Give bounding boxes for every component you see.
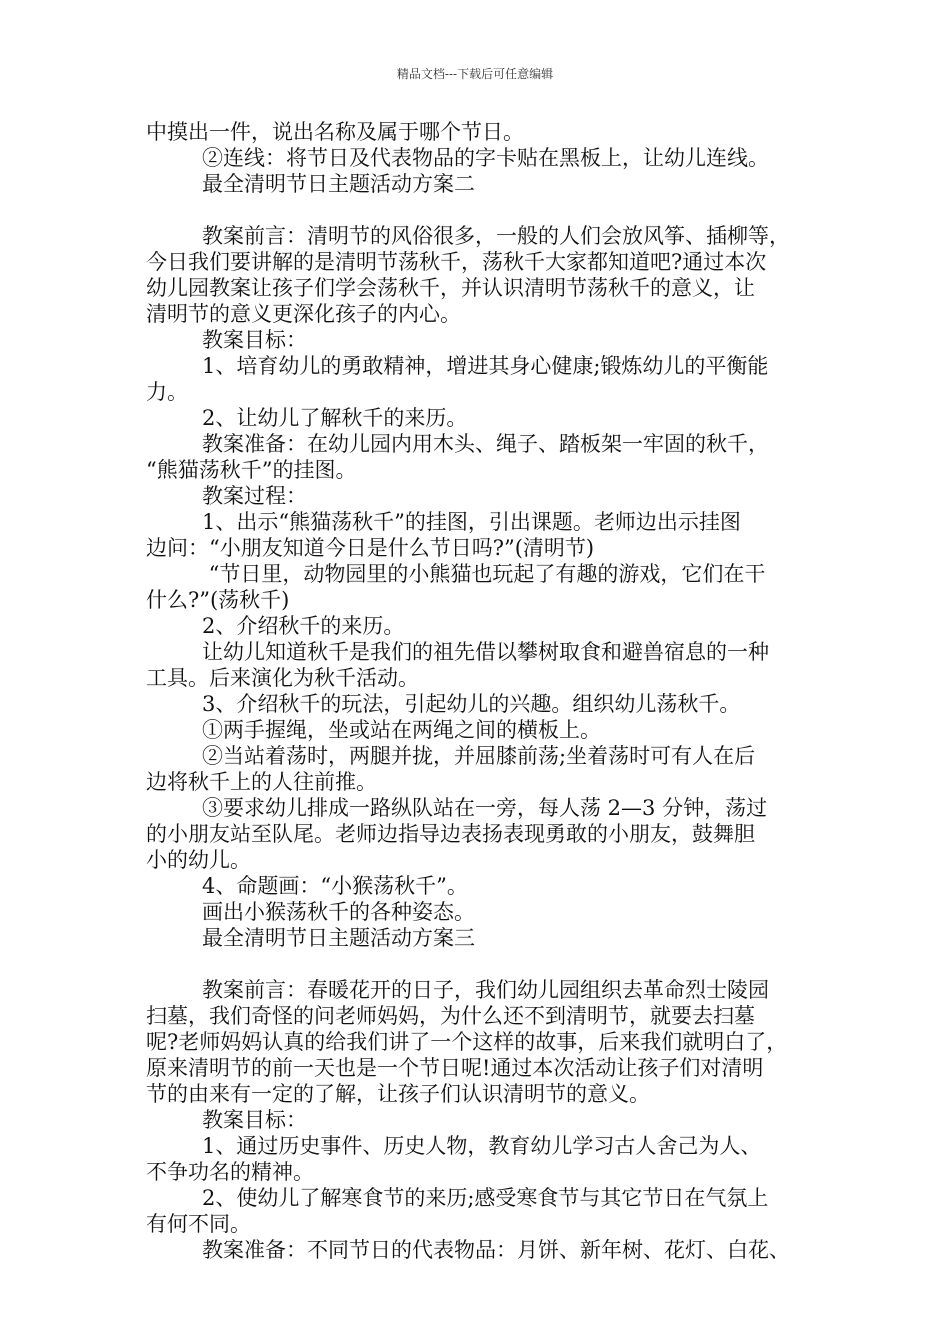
text-line: 教案目标： [202, 328, 307, 352]
text-line: 什么?”(荡秋千) [146, 588, 290, 612]
text-line: 画出小猴荡秋千的各种姿态。 [202, 900, 475, 924]
text-line: 教案准备：在幼儿园内用木头、绳子、踏板架一牢固的秋千， [202, 432, 769, 456]
text-line: 清明节的意义更深化孩子的内心。 [146, 302, 461, 326]
text-line: 让幼儿知道秋千是我们的祖先借以攀树取食和避兽宿息的一种 [202, 640, 769, 664]
text-line: 工具。后来演化为秋千活动。 [146, 666, 419, 690]
text-line: 教案过程： [202, 484, 307, 508]
text-line: 扫墓，我们奇怪的问老师妈妈，为什么还不到清明节，就要去扫墓 [146, 1004, 755, 1028]
text-line: ②连线：将节日及代表物品的字卡贴在黑板上，让幼儿连线。 [202, 146, 769, 170]
text-line: 1、出示“熊猫荡秋千”的挂图，引出课题。老师边出示挂图 [202, 510, 741, 534]
text-line: 边问：“小朋友知道今日是什么节日吗?”(清明节) [146, 536, 595, 560]
text-line: 1、培育幼儿的勇敢精神，增进其身心健康;锻炼幼儿的平衡能 [202, 354, 769, 378]
text-line: 有何不同。 [146, 1212, 251, 1236]
text-line: ①两手握绳，坐或站在两绳之间的横板上。 [202, 718, 601, 742]
text-line: 呢?老师妈妈认真的给我们讲了一个这样的故事，后来我们就明白了， [146, 1030, 788, 1054]
text-line: 4、命题画：“小猴荡秋千”。 [202, 874, 468, 898]
text-line: 中摸出一件，说出名称及属于哪个节日。 [146, 120, 524, 144]
text-line: ③要求幼儿排成一路纵队站在一旁，每人荡 2—3 分钟，荡过 [202, 796, 768, 820]
text-line: 小的幼儿。 [146, 848, 251, 872]
blank-line [146, 197, 826, 223]
text-line: 2、介绍秋千的来历。 [202, 614, 405, 638]
text-line: 教案前言：春暖花开的日子，我们幼儿园组织去革命烈士陵园 [202, 978, 769, 1002]
text-line: 教案目标： [202, 1108, 307, 1132]
text-line: 幼儿园教案让孩子们学会荡秋千，并认识清明节荡秋千的意义，让 [146, 276, 755, 300]
text-line: 教案准备：不同节日的代表物品：月饼、新年树、花灯、白花、 [202, 1238, 790, 1262]
text-line: “节日里，动物园里的小熊猫也玩起了有趣的游戏，它们在干 [202, 562, 766, 586]
text-line: 2、使幼儿了解寒食节的来历;感受寒食节与其它节日在气氛上 [202, 1186, 769, 1210]
text-line: 力。 [146, 380, 188, 404]
page-header: 精品文档---下载后可任意编辑 [396, 67, 554, 81]
text-line: 不争功名的精神。 [146, 1160, 314, 1184]
text-line: 最全清明节日主题活动方案三 [202, 926, 475, 950]
text-line: ②当站着荡时，两腿并拢，并屈膝前荡;坐着荡时可有人在后 [202, 744, 756, 768]
text-line: 最全清明节日主题活动方案二 [202, 172, 475, 196]
text-line: 节的由来有一定的了解，让孩子们认识清明节的意义。 [146, 1082, 650, 1106]
text-line: 今日我们要讲解的是清明节荡秋千，荡秋千大家都知道吧?通过本次 [146, 250, 767, 274]
text-line: 的小朋友站至队尾。老师边指导边表扬表现勇敢的小朋友，鼓舞胆 [146, 822, 755, 846]
text-line: 边将秋千上的人往前推。 [146, 770, 377, 794]
blank-line [146, 951, 826, 977]
text-line: “熊猫荡秋千”的挂图。 [146, 458, 357, 482]
text-line: 1、通过历史事件、历史人物，教育幼儿学习古人舍己为人、 [202, 1134, 762, 1158]
text-line: 3、介绍秋千的玩法，引起幼儿的兴趣。组织幼儿荡秋千。 [202, 692, 741, 716]
text-line: 教案前言：清明节的风俗很多，一般的人们会放风筝、插柳等， [202, 224, 790, 248]
text-line: 原来清明节的前一天也是一个节日呢!通过本次活动让孩子们对清明 [146, 1056, 764, 1080]
document-body [146, 119, 826, 1263]
text-line: 2、让幼儿了解秋千的来历。 [202, 406, 468, 430]
